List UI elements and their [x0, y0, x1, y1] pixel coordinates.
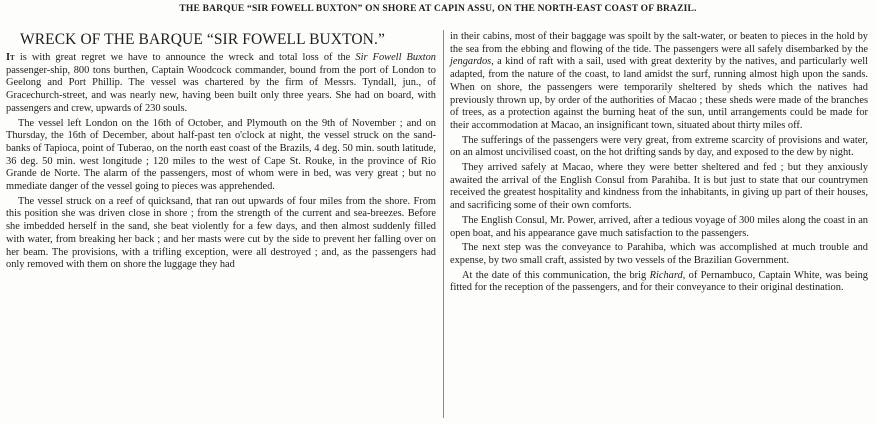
- paragraph-text: , of Pernambuco, Captain White, was being fitted for the reception of the passengers, and for their conveyance to their original destination.: [450, 269, 868, 294]
- paragraph-text: in their cabins, most of their baggage was spoilt by the salt-water, or beaten to pieces in the hold by the sea from the ebbing and flowing of the tide. The passengers were all safely disembarked by the: [450, 31, 868, 55]
- article-paragraph: The next step was the conveyance to Parahiba, which was accomplished at much trouble and expense, by two small craft, assisted by two vessels of the Brazilian Government.: [450, 242, 868, 266]
- ship-name: Richard: [649, 269, 683, 281]
- article-column-left: [6, 31, 436, 272]
- paragraph-text: At the date of this communication, the brig: [462, 269, 650, 281]
- paragraph-lead-in: It: [6, 52, 15, 63]
- article-headline: WRECK OF THE BARQUE “SIR FOWELL BUXTON.”: [20, 31, 385, 48]
- paragraph-text: is with great regret we have to announce the wreck and total loss of the: [14, 52, 356, 63]
- article-paragraph: [6, 52, 436, 116]
- paragraph-text: , a kind of raft with a sail, used with great dexterity by the natives, and particularly well adapted, from the nature of the coast, to land amidst the surf, running almost high upon the sands. When on shore, the passengers were temporarily sheltered by sheds which the natives had previously thrown up, by order of the authorities of Macao ; these sheds were made of the branches of trees, as a protection against the burning heat of the sun, until arrangements could be made for their accommodation at Macao, an insignificant town, situated about thirty miles off.: [450, 56, 868, 131]
- article-paragraph: The vessel struck on a reef of quicksand, that ran out upwards of four miles from the shore. From this position she was driven close in shore ; from the strength of the current and sea-breezes. Before she imbedded herself in the sand, she beat violently for a few days, and then almost suddenly filled with water, from breaking her back ; and her masts were cut by the side to prevent her falling over on her beam. The provisions, with a trifling exception, were all destroyed ; and, as the passengers had only removed with them on shore the luggage they had: [6, 195, 436, 271]
- italic-term: jengardos: [450, 56, 492, 68]
- article-paragraph: [450, 270, 868, 295]
- article-paragraph: The vessel left London on the 16th of October, and Plymouth on the 9th of November ; and on Thursday, the 16th of December, about half-past ten o'clock at night, the vessel struck on the sand-banks of Tapioca, point of Tuberao, on the north east coast of the Brazils, 4 deg. 50 min. south latitude, 36 deg. 50 min. west longitude ; 120 miles to the west of Cape St. Rouke, in the province of Rio Grande de Norte. The alarm of the passengers, most of whom were in bed, was very great ; but no mmediate danger of the vessel going to pieces was apprehended.: [6, 117, 436, 193]
- article-paragraph: The English Consul, Mr. Power, arrived, after a tedious voyage of 300 miles along the coast in an open boat, and his appearance gave much satisfaction to the passengers.: [450, 214, 868, 239]
- article-paragraph: They arrived safely at Macao, where they were better sheltered and fed ; but they anxiously awaited the arrival of the English Consul from Parahiba. It is but just to state that our countrymen received the greatest hospitality and kindness from the inhabitants, in giving up part of their houses, and sacrificing some of their own comforts.: [450, 162, 868, 212]
- column-divider: [443, 30, 444, 418]
- article-paragraph: The sufferings of the passengers were very great, from extreme scarcity of provisions and water, on an almost uncivilised coast, on the hot drifting sands by day, and exposed to the dew by night.: [450, 134, 868, 159]
- illustration-caption: THE BARQUE “SIR FOWELL BUXTON” ON SHORE AT CAPIN ASSU, ON THE NORTH-EAST COAST OF BRAZIL.: [179, 4, 697, 14]
- ship-name: Sir Fowell Buxton: [355, 52, 436, 63]
- article-column-right: [450, 31, 868, 295]
- article-paragraph: [450, 31, 868, 133]
- paragraph-text: passenger-ship, 800 tons burthen, Captain Woodcock commander, bound from the port of London to Geelong and Port Phillip. The vessel was chartered by the firm of Messrs. Tyndall, jun., of Gracechurch-street, and was nearly new, having been built only three years. She had on board, with passengers and crew, upwards of 230 souls.: [6, 64, 436, 114]
